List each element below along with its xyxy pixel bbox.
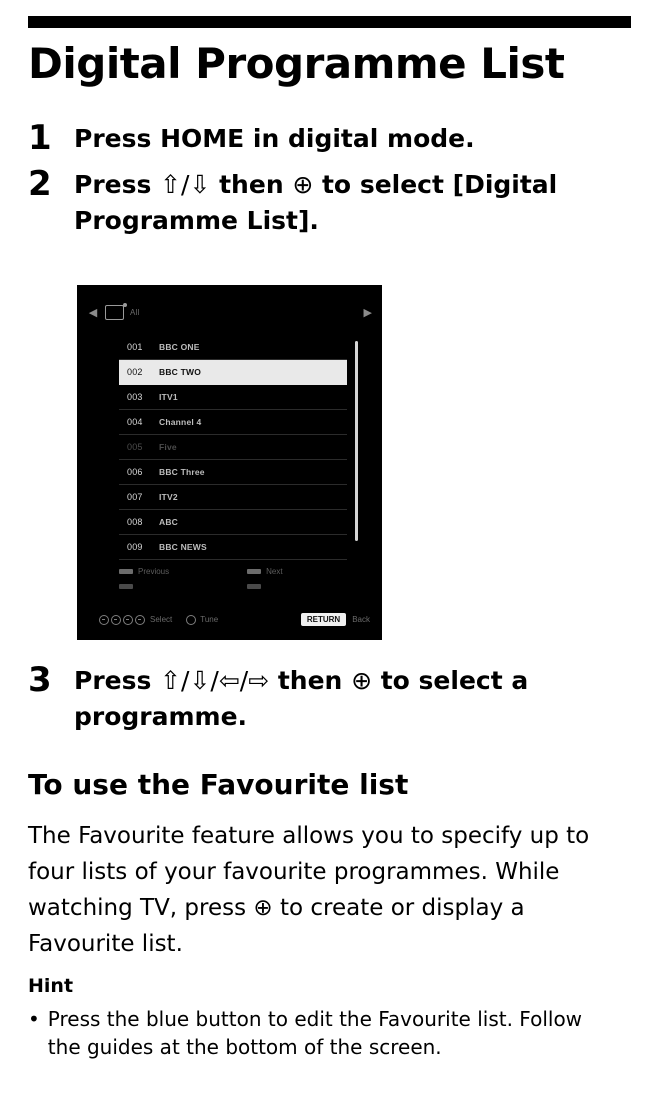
channel-number: 005 xyxy=(127,442,143,452)
footer-tune-label: Tune xyxy=(200,615,219,624)
tab-next-arrow-icon: ▶ xyxy=(363,306,372,319)
up-down-arrow-icon: ⇧/⇩ xyxy=(160,170,211,199)
colour-key-chip-icon xyxy=(119,569,133,574)
paragraph-line-1: The Favourite feature allows you to specify up to xyxy=(28,823,590,849)
step-3-container xyxy=(28,660,633,741)
paragraph-line-3: watching TV, press ⊕ to create or display a xyxy=(28,895,525,921)
channel-name: BBC TWO xyxy=(159,367,202,377)
channel-name: ITV1 xyxy=(159,392,178,402)
channel-name: ABC xyxy=(159,517,179,527)
return-button-badge[interactable]: RETURN xyxy=(301,613,346,626)
step-3-tail: to select a xyxy=(372,666,529,695)
direction-pad-icon xyxy=(99,615,145,625)
body-paragraph xyxy=(28,818,638,962)
channel-number: 001 xyxy=(127,342,143,352)
channel-row xyxy=(119,460,347,485)
step-1-key: HOME xyxy=(160,124,245,153)
select-button-icon: ⊕ xyxy=(351,666,373,695)
channel-number: 003 xyxy=(127,392,143,402)
hint-heading: Hint xyxy=(28,975,74,997)
bullet-icon: • xyxy=(28,1007,40,1031)
paragraph-line-2: four lists of your favourite programmes. While xyxy=(28,859,560,885)
step-2-line2: Programme List]. xyxy=(74,206,319,235)
channel-name: BBC ONE xyxy=(159,342,200,352)
nav-hint-label: Previous xyxy=(138,567,170,576)
channel-row xyxy=(119,510,347,535)
channel-name: Channel 4 xyxy=(159,417,202,427)
tab-label: All xyxy=(130,307,140,317)
step-2-then: then xyxy=(210,170,293,199)
channel-number: 006 xyxy=(127,467,143,477)
step-3-then: then xyxy=(269,666,352,695)
colour-key-chip-icon xyxy=(247,569,261,574)
tab-prev-arrow-icon: ◀ xyxy=(88,306,98,319)
nav-hint-label: Next xyxy=(266,567,283,576)
step-2-tail: to select [Digital xyxy=(313,170,558,199)
footer-select-label: Select xyxy=(150,615,173,624)
hint-list xyxy=(28,1005,640,1061)
steps-list xyxy=(28,118,633,245)
header-rule xyxy=(28,16,631,28)
tv-nav-hints xyxy=(119,567,349,593)
channel-name: BBC NEWS xyxy=(159,542,207,552)
hint-item xyxy=(28,1005,640,1061)
colour-key-chip-icon xyxy=(119,584,133,589)
page-title: Digital Programme List xyxy=(28,39,565,88)
step-2-number: 2 xyxy=(28,164,52,204)
channel-row xyxy=(119,335,347,360)
tv-tab-bar xyxy=(87,301,372,323)
enter-button-icon xyxy=(186,615,196,625)
channel-row xyxy=(119,385,347,410)
favourite-tab-icon xyxy=(105,305,124,320)
step-1-number: 1 xyxy=(28,118,52,158)
tv-footer-bar xyxy=(99,613,370,626)
step-3-text xyxy=(74,660,528,735)
tv-screen-illustration xyxy=(77,285,382,640)
channel-name: ITV2 xyxy=(159,492,178,502)
paragraph-line-4: Favourite list. xyxy=(28,931,183,957)
step-2-prefix: Press xyxy=(74,170,161,199)
select-button-icon: ⊕ xyxy=(292,170,314,199)
step-1-text xyxy=(74,118,475,157)
step-3 xyxy=(28,660,633,735)
scrollbar[interactable] xyxy=(355,341,358,541)
channel-row xyxy=(119,410,347,435)
direction-arrows-icon: ⇧/⇩/⇦/⇨ xyxy=(160,666,270,695)
colour-key-chip-icon xyxy=(247,584,261,589)
channel-number: 004 xyxy=(127,417,143,427)
step-1-prefix: Press xyxy=(74,124,161,153)
channel-row-selected xyxy=(119,360,347,385)
step-2-text xyxy=(74,164,557,239)
channel-row xyxy=(119,435,347,460)
channel-number: 008 xyxy=(127,517,143,527)
step-1-suffix: in digital mode. xyxy=(244,124,475,153)
channel-number: 007 xyxy=(127,492,143,502)
channel-row xyxy=(119,535,347,560)
hint-item-text xyxy=(48,1005,640,1061)
channel-name: Five xyxy=(159,442,177,452)
hint-line-2: the guides at the bottom of the screen. xyxy=(47,1035,442,1059)
step-1 xyxy=(28,118,633,158)
section-heading: To use the Favourite list xyxy=(28,768,409,801)
footer-back-label: Back xyxy=(352,615,370,624)
step-3-number: 3 xyxy=(28,660,52,700)
step-3-line2: programme. xyxy=(74,702,248,731)
channel-name: BBC Three xyxy=(159,467,205,477)
hint-line-1: Press the blue button to edit the Favourite list. Follow xyxy=(47,1007,583,1031)
channel-row xyxy=(119,485,347,510)
step-3-prefix: Press xyxy=(74,666,161,695)
channel-list xyxy=(119,335,347,560)
channel-number: 009 xyxy=(127,542,143,552)
step-2 xyxy=(28,164,633,239)
channel-number: 002 xyxy=(127,367,143,377)
